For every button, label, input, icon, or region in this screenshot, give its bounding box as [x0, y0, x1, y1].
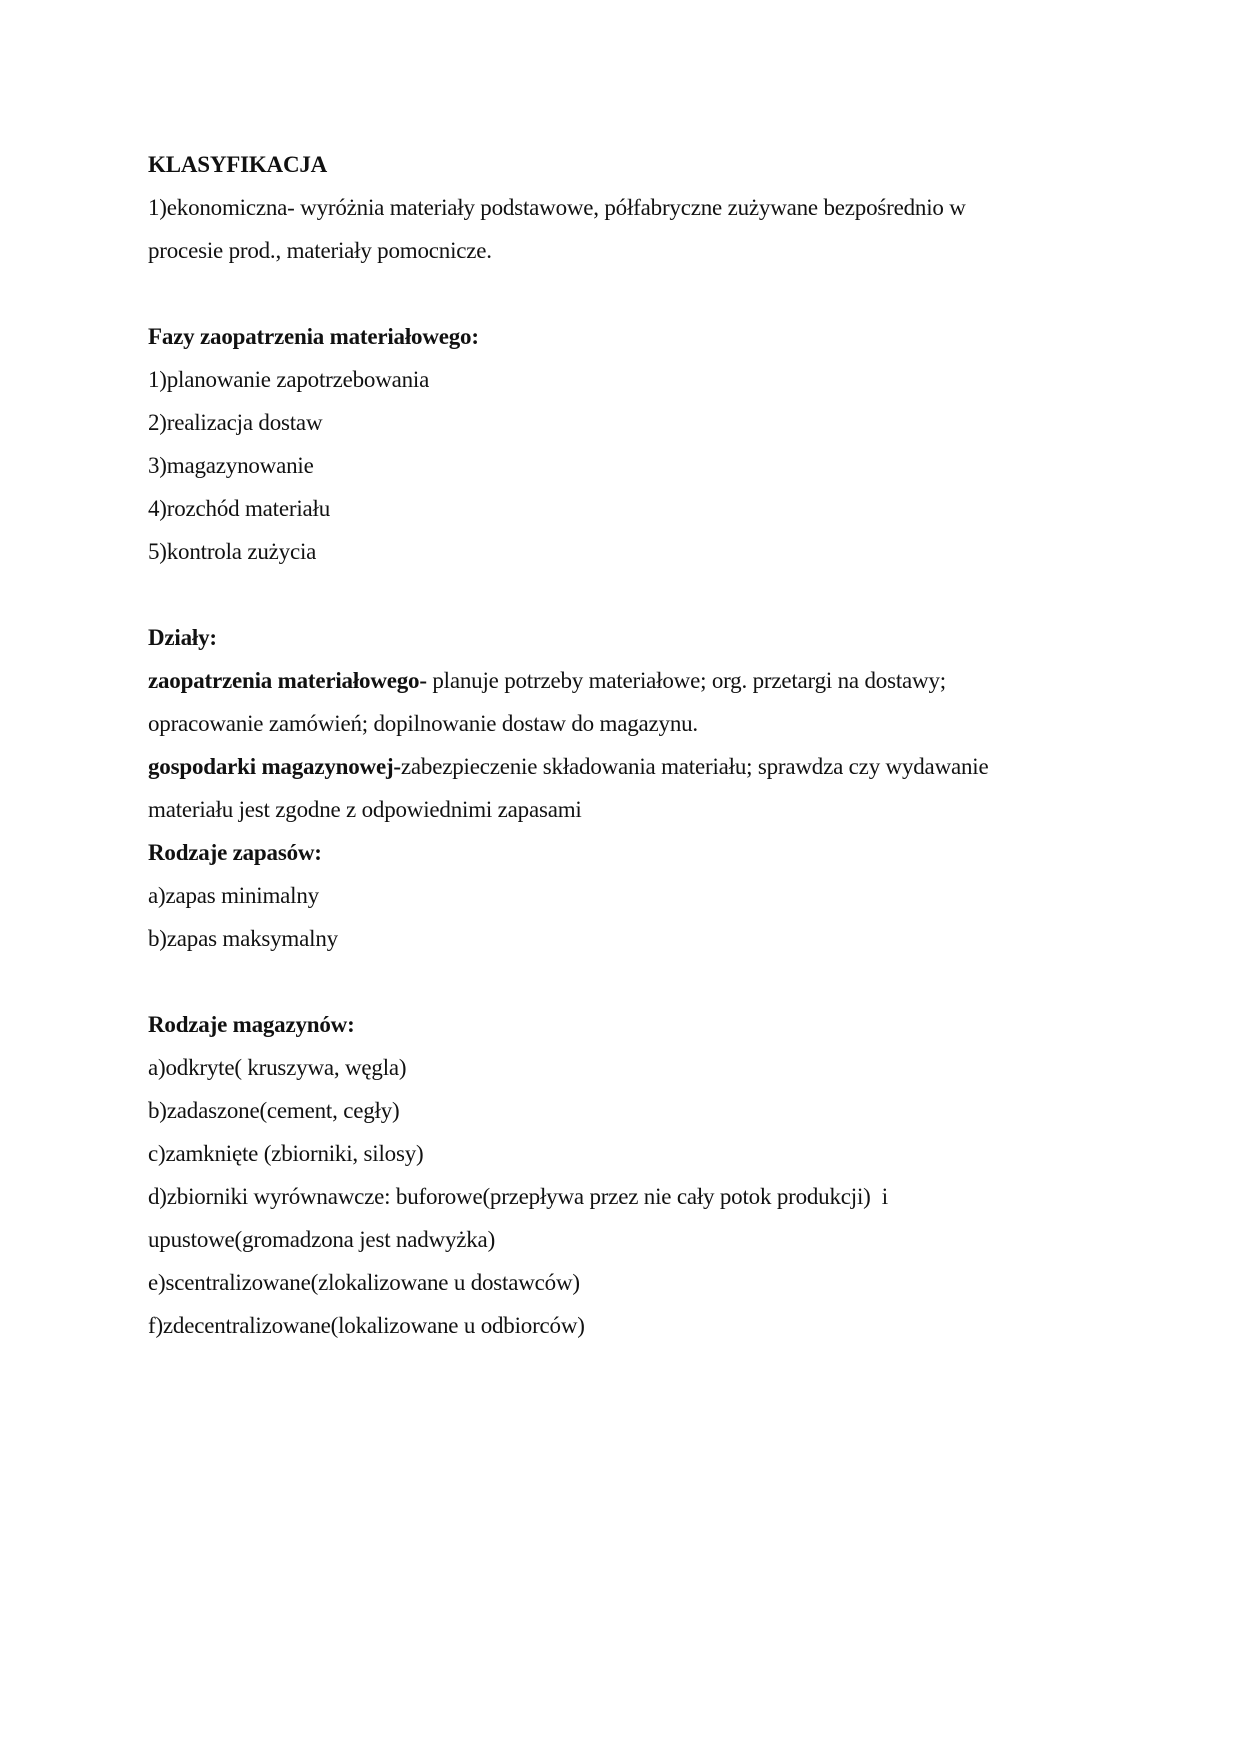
list-item: a)odkryte( kruszywa, węgla) — [148, 1055, 407, 1080]
spacer — [148, 960, 1108, 1003]
paragraph-line: materiału jest zgodne z odpowiednimi zapasami — [148, 797, 582, 822]
paragraph-line: opracowanie zamówień; dopilnowanie dostaw do magazynu. — [148, 711, 698, 736]
paragraph-line: procesie prod., materiały pomocnicze. — [148, 238, 492, 263]
list-item: 1)planowanie zapotrzebowania — [148, 367, 430, 392]
heading-magazyny: Rodzaje magazynów: — [148, 1012, 355, 1037]
list-item: 2)realizacja dostaw — [148, 410, 323, 435]
definition-term: gospodarki magazynowej- — [148, 754, 401, 779]
list-item: c)zamknięte (zbiorniki, silosy) — [148, 1141, 424, 1166]
spacer — [148, 573, 1108, 616]
list-item: 3)magazynowanie — [148, 453, 314, 478]
list-item: 4)rozchód materiału — [148, 496, 331, 521]
definition-text: zabezpieczenie składowania materiału; sprawdza czy wydawanie — [400, 754, 989, 779]
list-item: b)zadaszone(cement, cegły) — [148, 1098, 400, 1123]
definition-line — [148, 659, 1108, 702]
heading-klasyfikacja: KLASYFIKACJA — [148, 152, 328, 177]
paragraph-line: 1)ekonomiczna- wyróżnia materiały podstawowe, półfabryczne zużywane bezpośrednio w — [148, 195, 966, 220]
heading-dzialy: Działy: — [148, 625, 217, 650]
definition-line — [148, 745, 1108, 788]
list-item: b)zapas maksymalny — [148, 926, 338, 951]
spacer — [148, 272, 1108, 315]
document-page — [148, 143, 1108, 1347]
list-item: a)zapas minimalny — [148, 883, 319, 908]
list-item: f)zdecentralizowane(lokalizowane u odbiorców) — [148, 1313, 585, 1338]
list-item: upustowe(gromadzona jest nadwyżka) — [148, 1227, 496, 1252]
list-item: e)scentralizowane(zlokalizowane u dostawców) — [148, 1270, 580, 1295]
list-item: 5)kontrola zużycia — [148, 539, 317, 564]
heading-fazy: Fazy zaopatrzenia materiałowego: — [148, 324, 479, 349]
heading-zapasy: Rodzaje zapasów: — [148, 840, 322, 865]
definition-term: zaopatrzenia materiałowego- — [148, 668, 427, 693]
definition-text: planuje potrzeby materiałowe; org. przetargi na dostawy; — [426, 668, 946, 693]
list-item: d)zbiorniki wyrównawcze: buforowe(przepływa przez nie cały potok produkcji) i — [148, 1184, 888, 1209]
